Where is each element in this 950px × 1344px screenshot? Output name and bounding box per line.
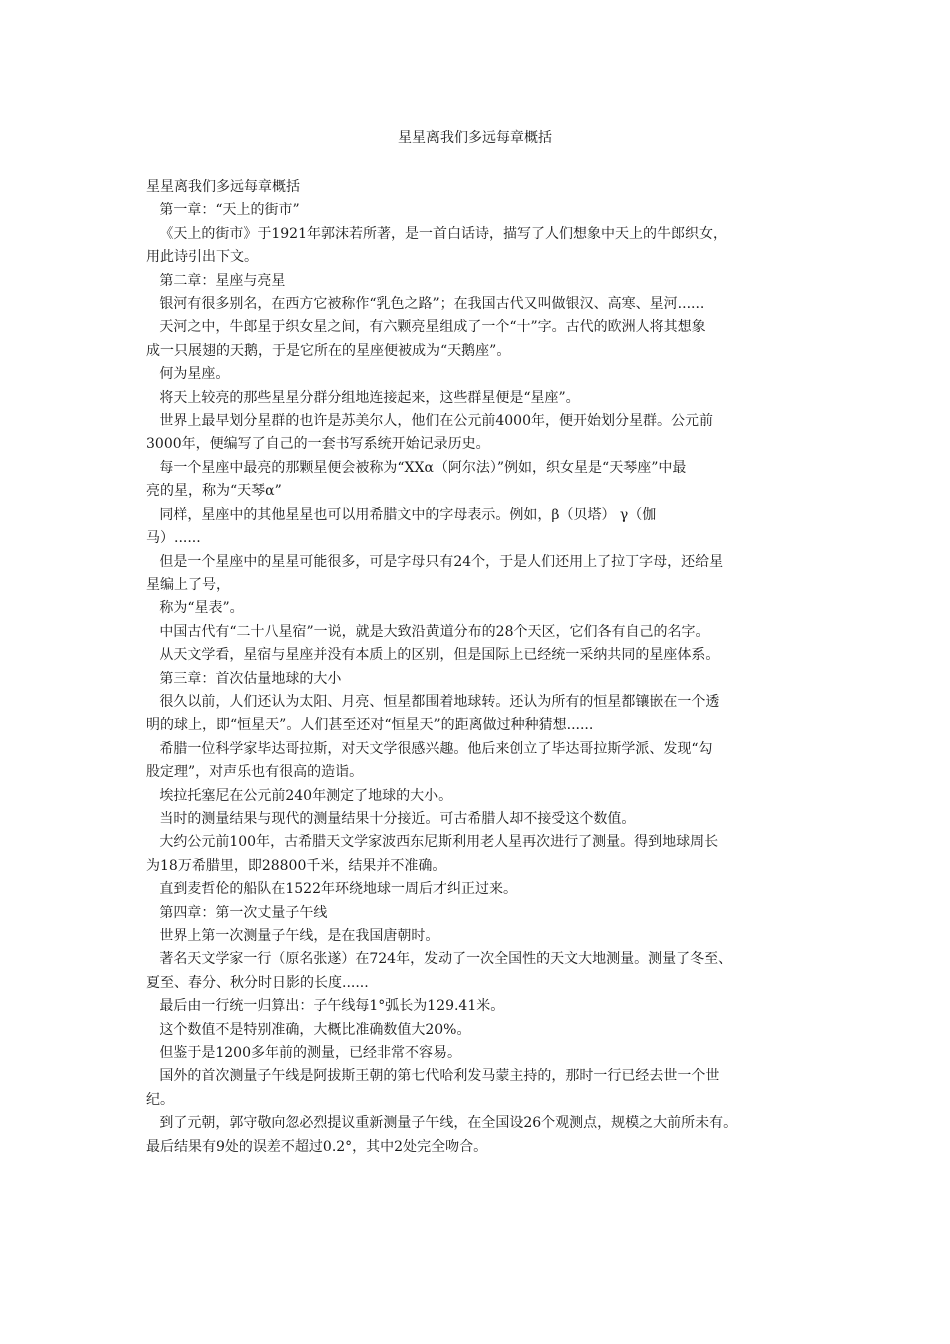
text-line: 这个数值不是特别准确，大概比准确数值大20%。 [146,1021,471,1038]
text-line: 世界上最早划分星群的也许是苏美尔人，他们在公元前4000年，便开始划分星群。公元前 [146,413,713,430]
text-line: 第一章：“天上的街市” [146,202,300,219]
text-line: 第四章：第一次丈量子午线 [146,904,328,921]
text-line: 为18万希腊里，即28800千米，结果并不准确。 [146,857,447,874]
text-line: 夏至、春分、秋分时日影的长度...... [146,974,369,991]
text-line: 第二章：星座与亮星 [146,272,286,289]
text-line: 《天上的街市》于1921年郭沫若所著，是一首白话诗，描写了人们想象中天上的牛郎织女， [146,225,727,242]
text-line: 最后由一行统一归算出：子午线每1°弧长为129.41米。 [146,998,505,1015]
document-body [146,176,826,1159]
text-line: 明的球上，即“恒星天”。人们甚至还对“恒星天”的距离做过种种猜想...... [146,717,594,734]
text-line: 但鉴于是1200多年前的测量，已经非常不容易。 [146,1045,461,1062]
text-line: 著名天文学家一行（原名张遂）在724年，发动了一次全国性的天文大地测量。测量了冬至、 [146,951,733,968]
text-line: 成一只展翅的天鹅，于是它所在的星座便被成为“天鹅座”。 [146,342,511,359]
text-line: 用此诗引出下文。 [146,249,258,266]
text-line: 希腊一位科学家毕达哥拉斯，对天文学很感兴趣。他后来创立了毕达哥拉斯学派、发现“勾 [146,740,713,757]
text-line: 马）...... [146,530,201,547]
text-line: 3000年，便编写了自己的一套书写系统开始记录历史。 [146,436,490,453]
text-line: 纪。 [146,1091,174,1108]
text-line: 第三章：首次估量地球的大小 [146,670,342,687]
text-line: 每一个星座中最亮的那颗星便会被称为“XXα（阿尔法）”例如，织女星是“天琴座”中最 [146,459,687,476]
text-line: 星编上了号， [146,576,230,593]
text-line: 很久以前，人们还认为太阳、月亮、恒星都围着地球转。还认为所有的恒星都镶嵌在一个透 [146,693,720,710]
text-line: 从天文学看，星宿与星座并没有本质上的区别，但是国际上已经统一采纳共同的星座体系。 [146,647,720,664]
text-line: 直到麦哲伦的船队在1522年环绕地球一周后才纠正过来。 [146,881,517,898]
text-line: 但是一个星座中的星星可能很多，可是字母只有24个，于是人们还用上了拉丁字母，还给星 [146,553,724,570]
text-line: 星星离我们多远每章概括 [146,179,300,195]
text-line: 将天上较亮的那些星星分群分组地连接起来，这些群星便是“星座”。 [146,389,580,406]
text-line: 国外的首次测量子午线是阿拔斯王朝的第七代哈利发马蒙主持的，那时一行已经去世一个世 [146,1068,720,1085]
text-line: 最后结果有9处的误差不超过0.2°，其中2处完全吻合。 [146,1138,488,1155]
text-line: 银河有很多别名，在西方它被称作“乳色之路”；在我国古代又叫做银汉、高寒、星河...... [146,296,705,313]
text-line: 中国古代有“二十八星宿”一说，就是大致沿黄道分布的28个天区，它们各有自己的名字。 [146,623,710,640]
text-line: 股定理”，对声乐也有很高的造诣。 [146,764,364,781]
text-line: 当时的测量结果与现代的测量结果十分接近。可古希腊人却不接受这个数值。 [146,810,636,827]
document-title: 星星离我们多远每章概括 [398,130,552,146]
text-line: 埃拉托塞尼在公元前240年测定了地球的大小。 [146,787,453,804]
text-line: 何为星座。 [146,366,230,383]
text-line: 天河之中，牛郎星于织女星之间，有六颗亮星组成了一个“十”字。古代的欧洲人将其想象 [146,319,706,336]
text-line: 亮的星，称为“天琴α” [146,483,282,500]
text-line: 大约公元前100年，古希腊天文学家波西东尼斯利用老人星再次进行了测量。得到地球周长 [146,834,719,851]
text-line: 世界上第一次测量子午线，是在我国唐朝时。 [146,928,440,944]
text-line: 到了元朝，郭守敬向忽必烈提议重新测量子午线，在全国设26个观测点，规模之大前所未有。 [146,1115,738,1132]
text-line: 称为“星表”。 [146,600,244,617]
text-line: 同样，星座中的其他星星也可以用希腊文中的字母表示。例如，β（贝塔） γ（伽 [146,506,657,523]
